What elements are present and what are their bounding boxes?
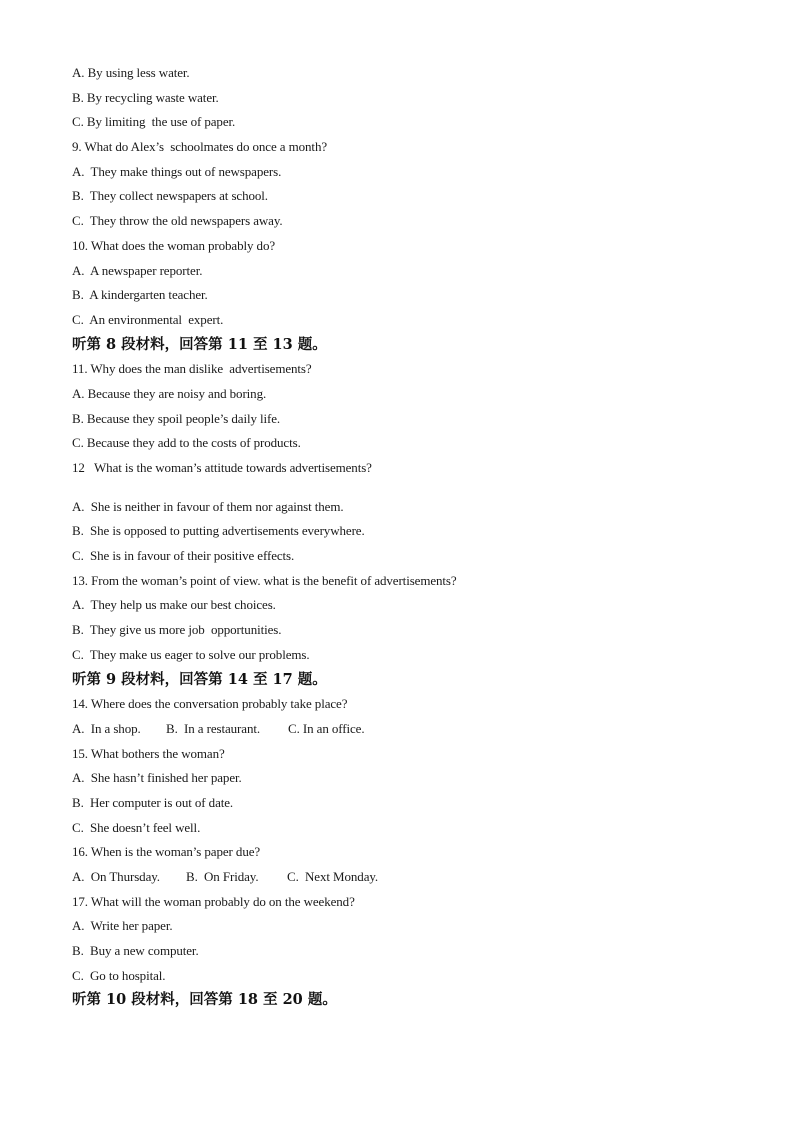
q17-option-a: A. Write her paper.	[72, 918, 173, 934]
q13-option-a: A. They help us make our best choices.	[72, 597, 276, 613]
q10-option-a: A. A newspaper reporter.	[72, 262, 203, 278]
q16-option-c: C. Next Monday.	[287, 869, 379, 884]
q10-option-c: C. An environmental expert.	[72, 311, 224, 327]
section-heading-8: 听第 8 段材料，回答第 11 至 13 题。	[72, 335, 327, 353]
q14-option-b: B. In a restaurant.	[166, 720, 261, 736]
q15-stem: 15. What bothers the woman?	[72, 745, 225, 761]
q17-option-b: B. Buy a new computer.	[72, 943, 199, 959]
q12-option-b: B. She is opposed to putting advertisements everywhere.	[72, 523, 365, 539]
q11-stem: 11. Why does the man dislike advertisements?	[72, 361, 312, 377]
q16-options-row	[72, 865, 732, 890]
q8-option-c: C. By limiting the use of paper.	[72, 114, 236, 130]
q9-option-b: B. They collect newspapers at school.	[72, 188, 268, 204]
q13-option-c: C. They make us eager to solve our problems.	[72, 646, 310, 662]
q11-option-a: A. Because they are noisy and boring.	[72, 385, 267, 401]
q15-option-b: B. Her computer is out of date.	[72, 794, 234, 810]
q10-option-b: B. A kindergarten teacher.	[72, 287, 208, 303]
q16-option-b: B. On Friday.	[186, 869, 259, 884]
q10-stem: 10. What does the woman probably do?	[72, 237, 276, 253]
q9-option-a: A. They make things out of newspapers.	[72, 163, 282, 179]
q14-options-row	[72, 717, 732, 742]
q9-option-c: C. They throw the old newspapers away.	[72, 213, 283, 229]
section-heading-10: 听第 10 段材料，回答第 18 至 20 题。	[72, 991, 337, 1009]
q14-option-a: A. In a shop.	[72, 720, 141, 736]
q13-stem: 13. From the woman’s point of view. what is the benefit of advertisements?	[72, 572, 457, 588]
q14-stem: 14. Where does the conversation probably take place?	[72, 696, 348, 712]
q17-stem: 17. What will the woman probably do on the weekend?	[72, 893, 355, 909]
q11-option-b: B. Because they spoil people’s daily life.	[72, 410, 281, 426]
q8-option-a: A. By using less water.	[72, 65, 190, 80]
section-heading-9: 听第 9 段材料，回答第 14 至 17 题。	[72, 670, 327, 688]
q14-option-c: C. In an office.	[288, 720, 365, 736]
q13-option-b: B. They give us more job opportunities.	[72, 622, 282, 638]
exam-page	[72, 61, 732, 1013]
q16-stem: 16. When is the woman’s paper due?	[72, 844, 261, 860]
q16-option-a: A. On Thursday.	[72, 869, 160, 884]
q9-stem: 9. What do Alex’s schoolmates do once a month?	[72, 139, 328, 155]
q12-option-c: C. She is in favour of their positive effects.	[72, 548, 295, 564]
q12-option-a: A. She is neither in favour of them nor against them.	[72, 498, 344, 514]
q15-option-a: A. She hasn’t finished her paper.	[72, 770, 242, 786]
q11-option-c: C. Because they add to the costs of products.	[72, 435, 301, 451]
q8-option-b: B. By recycling waste water.	[72, 89, 219, 105]
q15-option-c: C. She doesn’t feel well.	[72, 819, 201, 835]
q17-option-c: C. Go to hospital.	[72, 967, 166, 983]
q12-stem: 12 What is the woman’s attitude towards advertisements?	[72, 460, 372, 475]
